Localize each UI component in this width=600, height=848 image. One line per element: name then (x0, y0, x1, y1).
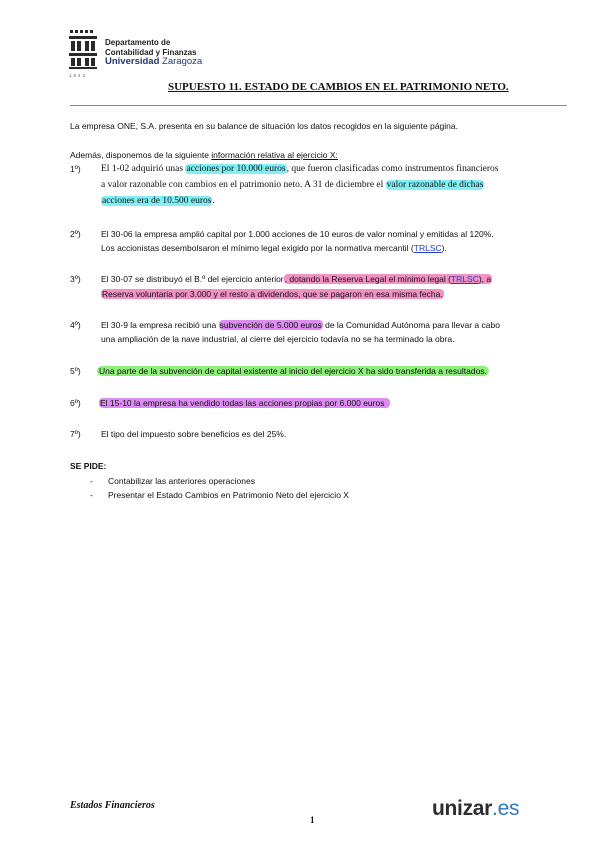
page-number: 1 (310, 815, 315, 825)
item-number: 6º) (70, 398, 81, 408)
item-2-line-1: El 30-06 la empresa amplió capital por 1.000 acciones de 10 euros de valor nominal y emitidas al 120%. (101, 229, 494, 239)
item-number: 4º) (70, 320, 81, 330)
text-run: a valor razonable con cambios en el patrimonio neto. A 31 de diciembre el (101, 180, 386, 190)
task-bullet: - (90, 476, 93, 486)
item-3-line-2 (101, 288, 444, 302)
task-bullet: - (90, 490, 93, 500)
text-run: ), a (478, 274, 492, 284)
founding-year: 1542 (69, 73, 88, 78)
item-number: 2º) (70, 229, 81, 239)
department-name (105, 38, 202, 67)
item-3-line-1 (101, 273, 492, 287)
highlight-violet: El 15-10 la empresa ha vendido todas las acciones propias por 6.000 euros (99, 398, 390, 408)
univ-bold: Universidad (105, 56, 160, 67)
title-divider (70, 105, 567, 106)
footer-course-name: Estados Financieros (70, 800, 155, 811)
highlight-violet: subvención de 5.000 euros (219, 320, 322, 330)
item-number: 7º) (70, 429, 81, 439)
highlight-cyan: valor razonable de dichas (386, 180, 484, 190)
brand-main: unizar (432, 797, 493, 820)
item-1-line-1 (101, 163, 498, 177)
text-run: de la Comunidad Autónoma para llevar a cabo (322, 320, 500, 330)
page-title: SUPUESTO 11. ESTADO DE CAMBIOS EN EL PATRIMONIO NETO. (168, 81, 509, 93)
university-crest-icon (68, 28, 98, 74)
unizar-logo (432, 797, 519, 821)
text-run: , que fueron clasificadas como instrumentos financieros (286, 164, 499, 174)
item-number: 1º) (70, 164, 81, 174)
dept-line2: Contabilidad y Finanzas (105, 47, 197, 57)
item-4-line-2: una ampliación de la nave industrial, al cierre del ejercicio todavía no se ha terminado la obra. (101, 334, 455, 344)
highlight-pink: Reserva voluntaria por 3.000 y el resto a dividendos, que se pagaron en esa misma fecha. (102, 289, 443, 299)
trlsc-link[interactable]: TRLSC (413, 243, 442, 253)
item-6-line-1 (99, 397, 390, 411)
university-name (105, 57, 202, 67)
se-pide-heading: SE PIDE: (70, 461, 107, 471)
info-heading (70, 149, 338, 163)
item-1-line-2 (101, 179, 484, 193)
text-run: . (212, 196, 215, 206)
item-4-line-1 (101, 319, 500, 333)
highlight-cyan: acciones por 10.000 euros (186, 164, 286, 174)
trlsc-link[interactable]: TRLSC (450, 274, 479, 284)
highlight-cyan: acciones era de 10.500 euros (102, 196, 212, 206)
text-run: , dotando la Reserva Legal el mínimo legal ( (284, 274, 451, 284)
brand-suffix: .es (492, 797, 520, 820)
info-prefix: Además, disponemos de la siguiente (70, 150, 212, 160)
task-2-text: Presentar el Estado Cambios en Patrimonio Neto del ejercicio X (108, 490, 349, 500)
text-run: Los accionistas desembolsaron el mínimo legal exigido por la normativa mercantil ( (101, 243, 414, 253)
task-1-text: Contabilizar las anteriores operaciones (108, 476, 255, 486)
item-1-line-3 (101, 195, 215, 209)
text-run: ). (441, 243, 447, 253)
univ-light: Zaragoza (162, 56, 203, 67)
item-7-line-1: El tipo del impuesto sobre beneficios es del 25%. (101, 429, 287, 439)
intro-text: La empresa ONE, S.A. presenta en su balance de situación los datos recogidos en la siguiente página. (70, 121, 458, 131)
text-run: El 30-07 se distribuyó el B.º del ejercicio anterior (101, 274, 284, 284)
dept-line1: Departamento de (105, 38, 171, 47)
text-run: El 30-9 la empresa recibió una (101, 320, 219, 330)
item-number: 3º) (70, 274, 81, 284)
highlight-pink (284, 274, 492, 284)
item-2-line-2 (101, 242, 447, 256)
info-underlined: información relativa al ejercicio X: (211, 150, 338, 160)
text-run: El 1-02 adquirió unas (101, 164, 186, 174)
item-number: 5º) (70, 366, 81, 376)
highlight-green: Una parte de la subvención de capital existente al inicio del ejercicio X ha sido transferida a resultados. (99, 366, 487, 376)
item-5-line-1 (97, 365, 489, 379)
